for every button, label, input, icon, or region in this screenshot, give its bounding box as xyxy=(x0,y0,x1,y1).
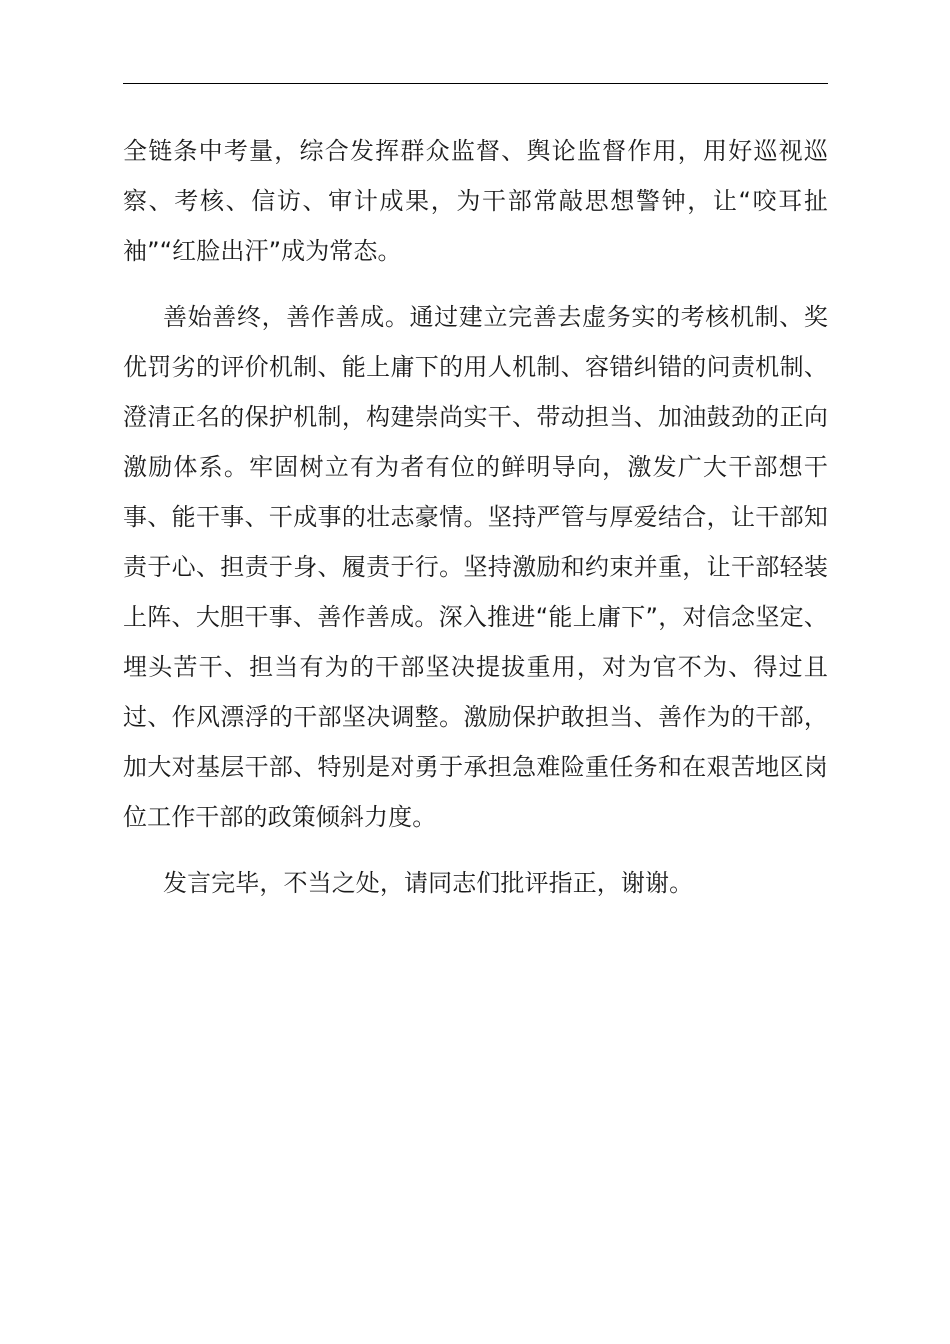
paragraph-continuation: 全链条中考量，综合发挥群众监督、舆论监督作用，用好巡视巡察、考核、信访、审计成果，为干部常敲思想警钟，让“咬耳扯袖”“红脸出汗”成为常态。 xyxy=(123,137,828,265)
header-divider xyxy=(123,83,828,84)
paragraph-closing-remarks: 发言完毕，不当之处，请同志们批评指正，谢谢。 xyxy=(163,869,694,897)
paragraph-incentive-mechanism: 善始善终，善作善成。通过建立完善去虚务实的考核机制、奖优罚劣的评价机制、能上庸下的用人机制、容错纠错的问责机制、澄清正名的保护机制，构建崇尚实干、带动担当、加油鼓劲的正向激励体系。牢固树立有为者有位的鲜明导向，激发广大干部想干事、能干事、干成事的壮志豪情。坚持严管与厚爱结合，让干部知责于心、担责于身、履责于行。坚持激励和约束并重，让干部轻装上阵、大胆干事、善作善成。深入推进“能上庸下”，对信念坚定、埋头苦干、担当有为的干部坚决提拔重用，对为官不为、得过且过、作风漂浮的干部坚决调整。激励保护敢担当、善作为的干部，加大对基层干部、特别是对勇于承担急难险重任务和在艰苦地区岗位工作干部的政策倾斜力度。 xyxy=(123,303,828,831)
document-body xyxy=(123,126,828,908)
